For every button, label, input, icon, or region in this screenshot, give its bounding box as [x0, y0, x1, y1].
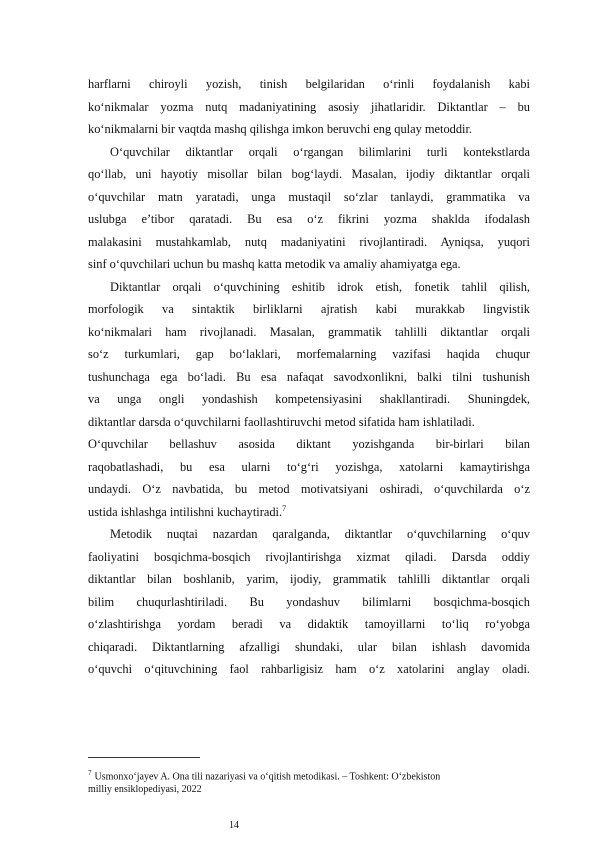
text-line-content: morfologik va sintaktik birliklarni ajratish kabi murakkab lingvistik: [88, 302, 530, 316]
text-line-content: tushunchaga ega bo‘ladi. Bu esa nafaqat savodxonlikni, balki tilni tushunish: [88, 369, 530, 384]
text-line-content: o‘zlashtirishga yordam beradi va didaktik tamoyillarni to‘liq ro‘yobga: [88, 617, 530, 631]
text-line-content: raqobatlashadi, bu esa ularni to‘g‘ri yozishga, xatolarni kamaytirishga: [88, 459, 530, 474]
text-line: [88, 253, 530, 276]
text-line: [88, 613, 530, 636]
text-line: [88, 636, 530, 659]
text-line-content: bilim chuqurlashtiriladi. Bu yondashuv bilimlarni bosqichma-bosqich: [88, 594, 530, 609]
text-line: [88, 163, 530, 186]
text-line: [88, 73, 530, 96]
text-line-content: va unga ongli yondashish kompetensiyasini shakllantiradi. Shuningdek,: [88, 392, 530, 406]
text-line-content: Diktantlar orqali o‘quvchining eshitib idrok etish, fonetik tahlil qilish,: [110, 279, 530, 294]
text-line: [88, 658, 530, 681]
text-line: [88, 118, 530, 141]
text-line: [88, 478, 530, 501]
text-line-content: chiqaradi. Diktantlarning afzalligi shundaki, ular bilan ishlash davomida: [88, 639, 530, 654]
text-line: [88, 141, 530, 164]
text-line-content: ustida ishlashga intilishni kuchaytiradi.: [88, 504, 283, 519]
text-line: [88, 343, 530, 366]
text-line-content: undaydi. O‘z navbatida, bu metod motivatsiyani oshiradi, o‘quvchilarda o‘z: [88, 482, 530, 496]
text-line-content: ko‘nikmalar yozma nutq madaniyatining asosiy jihatlaridir. Diktantlar – bu: [88, 99, 530, 114]
footnote-reference: 7: [282, 503, 287, 513]
text-line: [88, 321, 530, 344]
text-line-content: diktantlar darsda o‘quvchilarni faollashtiruvchi metod sifatida ham ishlatiladi.: [88, 414, 475, 429]
text-line-content: uslubga e’tibor qaratadi. Bu esa o‘z fikrini yozma shaklda ifodalash: [88, 212, 530, 226]
text-line: [88, 411, 530, 434]
text-line: [88, 433, 530, 456]
footnote-mark: 7: [88, 769, 92, 777]
text-line-content: qo‘llab, uni hayotiy misollar bilan bog‘laydi. Masalan, ijodiy diktantlar orqali: [88, 167, 530, 181]
text-line-content: ko‘nikmalarni bir vaqtda mashq qilishga imkon beruvchi eng qulay metoddir.: [88, 122, 473, 136]
text-line: [88, 186, 530, 209]
text-line-content: harflarni chiroyli yozish, tinish belgilaridan o‘rinli foydalanish kabi: [88, 77, 530, 91]
text-line: [88, 96, 530, 119]
text-line: [88, 591, 530, 614]
text-line: [88, 523, 530, 546]
text-line-content: ko‘nikmalari ham rivojlanadi. Masalan, grammatik tahlilli diktantlar orqali: [88, 324, 530, 339]
text-line: [88, 208, 530, 231]
text-line: [88, 231, 530, 254]
text-line-content: sinf o‘quvchilari uchun bu mashq katta metodik va amaliy ahamiyatga ega.: [88, 257, 461, 271]
text-line: [88, 298, 530, 321]
text-line-content: o‘quvchi o‘qituvchining faol rahbarligisiz ham o‘z xatolarini anglay oladi.: [88, 662, 530, 676]
text-line-content: faoliyatini bosqichma-bosqich rivojlantirishga xizmat qiladi. Darsda oddiy: [88, 549, 530, 564]
text-line: [88, 501, 530, 524]
footnote-text-1: Usmonxo‘jayev A. Ona tili nazariyasi va o‘qitish metodikasi. – Toshkent: O‘zbekiston: [94, 771, 441, 783]
body-text: [88, 73, 530, 681]
text-line-content: malakasini mustahkamlab, nutq madaniyatini rivojlantiradi. Ayniqsa, yuqori: [88, 234, 530, 249]
text-line: [88, 568, 530, 591]
footnote-divider: [88, 757, 200, 758]
footnote-line-1: [88, 767, 538, 784]
text-line-content: o‘quvchilar matn yaratadi, unga mustaqil so‘zlar tanlaydi, grammatika va: [88, 189, 530, 204]
footnote-line-2: milliy ensiklopediyasi, 2022: [88, 783, 202, 795]
text-line: [88, 276, 530, 299]
text-line: [88, 456, 530, 479]
text-line-content: diktantlar bilan boshlanib, yarim, ijodiy, grammatik tahlilli diktantlar orqali: [88, 572, 530, 586]
footnote: [88, 767, 538, 796]
text-line-content: Metodik nuqtai nazardan qaralganda, diktantlar o‘quvchilarning o‘quv: [110, 527, 530, 541]
text-line: [88, 366, 530, 389]
text-line-content: O‘quvchilar bellashuv asosida diktant yozishganda bir-birlari bilan: [88, 437, 530, 451]
text-line-content: O‘quvchilar diktantlar orqali o‘rgangan bilimlarini turli kontekstlarda: [110, 144, 530, 159]
text-line: [88, 546, 530, 569]
text-line-content: so‘z turkumlari, gap bo‘laklari, morfemalarning vazifasi haqida chuqur: [88, 347, 530, 361]
text-line: [88, 388, 530, 411]
page-number: 14: [229, 820, 239, 831]
